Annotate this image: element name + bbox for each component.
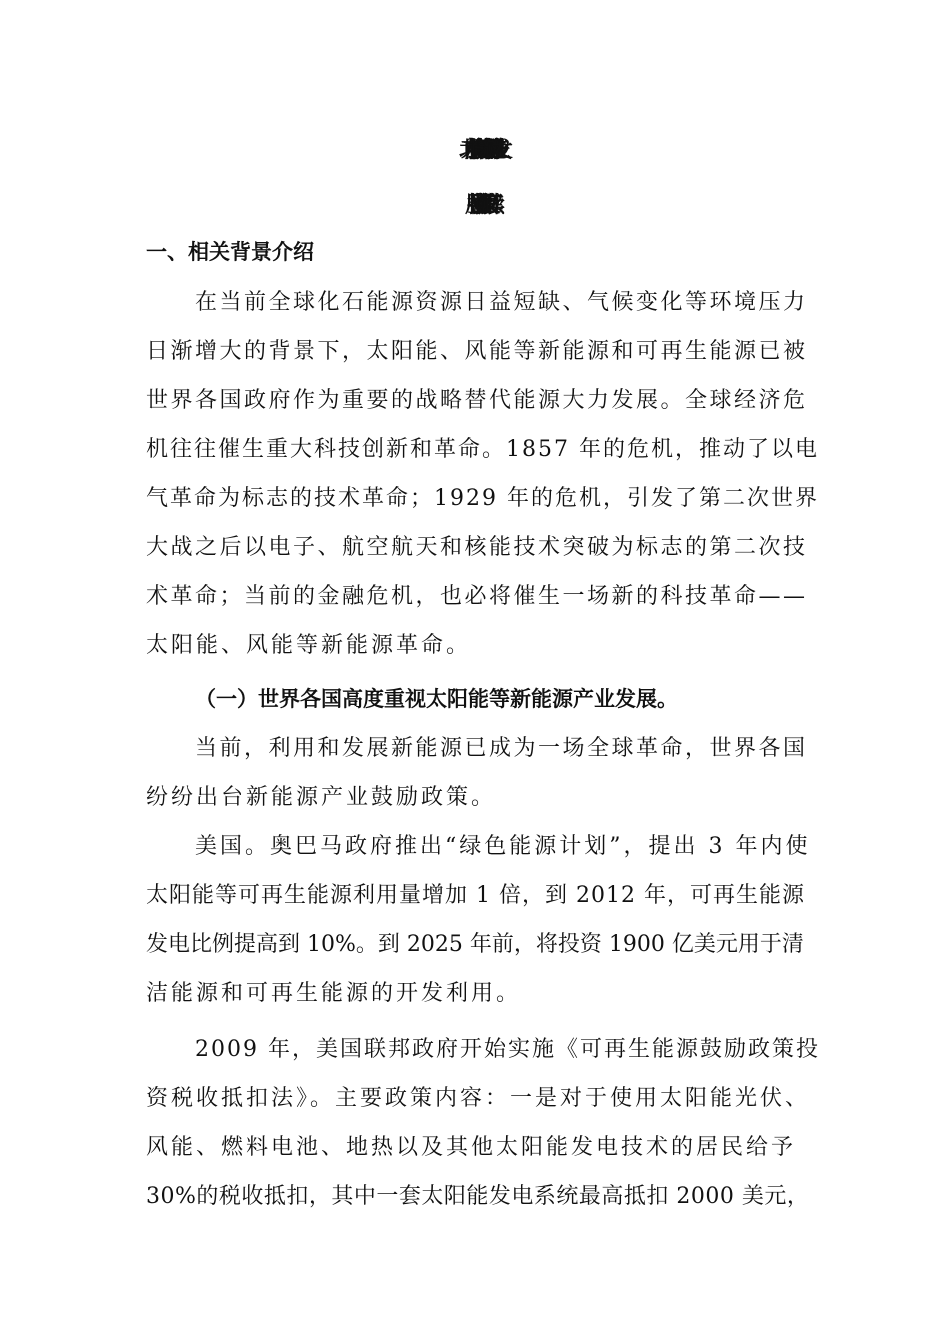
paragraph-line: 洁能源和可再生能源的开发利用。 — [146, 981, 522, 1006]
paragraph-line: 风能、燃料电池、地热以及其他太阳能发电技术的居民给予 — [146, 1135, 797, 1160]
section-heading: 一、相关背景介绍 — [146, 240, 314, 264]
paragraph-line: 发电比例提高到 10%。到 2025 年前，将投资 1900 亿美元用于清 — [146, 932, 804, 957]
paragraph-line: 在当前全球化石能源资源日益短缺、气候变化等环境压力 — [195, 290, 808, 315]
document-title-line-1: 《北京市加快太阳能开发利用促进产业发 — [456, 138, 493, 163]
paragraph-line: 资税收抵扣法》。主要政策内容：一是对于使用太阳能光伏、 — [146, 1086, 811, 1111]
paragraph-line: 术革命；当前的金融危机，也必将催生一场新的科技革命—— — [146, 584, 808, 609]
paragraph-line: 气革命为标志的技术革命；1929 年的危机，引发了第二次世界 — [146, 486, 819, 511]
subsection-heading: （一）世界各国高度重视太阳能等新能源产业发展。 — [195, 687, 678, 711]
paragraph-line: 世界各国政府作为重要的战略替代能源大力发展。全球经济危 — [146, 388, 808, 413]
paragraph-line: 太阳能、风能等新能源革命。 — [146, 633, 472, 658]
paragraph-line: 当前，利用和发展新能源已成为一场全球革命，世界各国 — [195, 736, 808, 761]
document-title-line-2: 展指导意见》政策解读 — [464, 193, 485, 218]
paragraph-line: 机往往催生重大科技创新和革命。1857 年的危机，推动了以电 — [146, 437, 819, 462]
paragraph-line: 30%的税收抵扣，其中一套太阳能发电系统最高抵扣 2000 美元， — [146, 1184, 810, 1209]
paragraph-line: 美国。奥巴马政府推出“绿色能源计划”，提出 3 年内使 — [195, 834, 811, 859]
paragraph-line: 大战之后以电子、航空航天和核能技术突破为标志的第二次技 — [146, 535, 808, 560]
paragraph-line: 太阳能等可再生能源利用量增加 1 倍，到 2012 年，可再生能源 — [146, 883, 805, 908]
paragraph-line: 纷纷出台新能源产业鼓励政策。 — [146, 785, 497, 810]
paragraph-line: 2009 年，美国联邦政府开始实施《可再生能源鼓励政策投 — [195, 1037, 820, 1062]
paragraph-line: 日渐增大的背景下，太阳能、风能等新能源和可再生能源已被 — [146, 339, 808, 364]
